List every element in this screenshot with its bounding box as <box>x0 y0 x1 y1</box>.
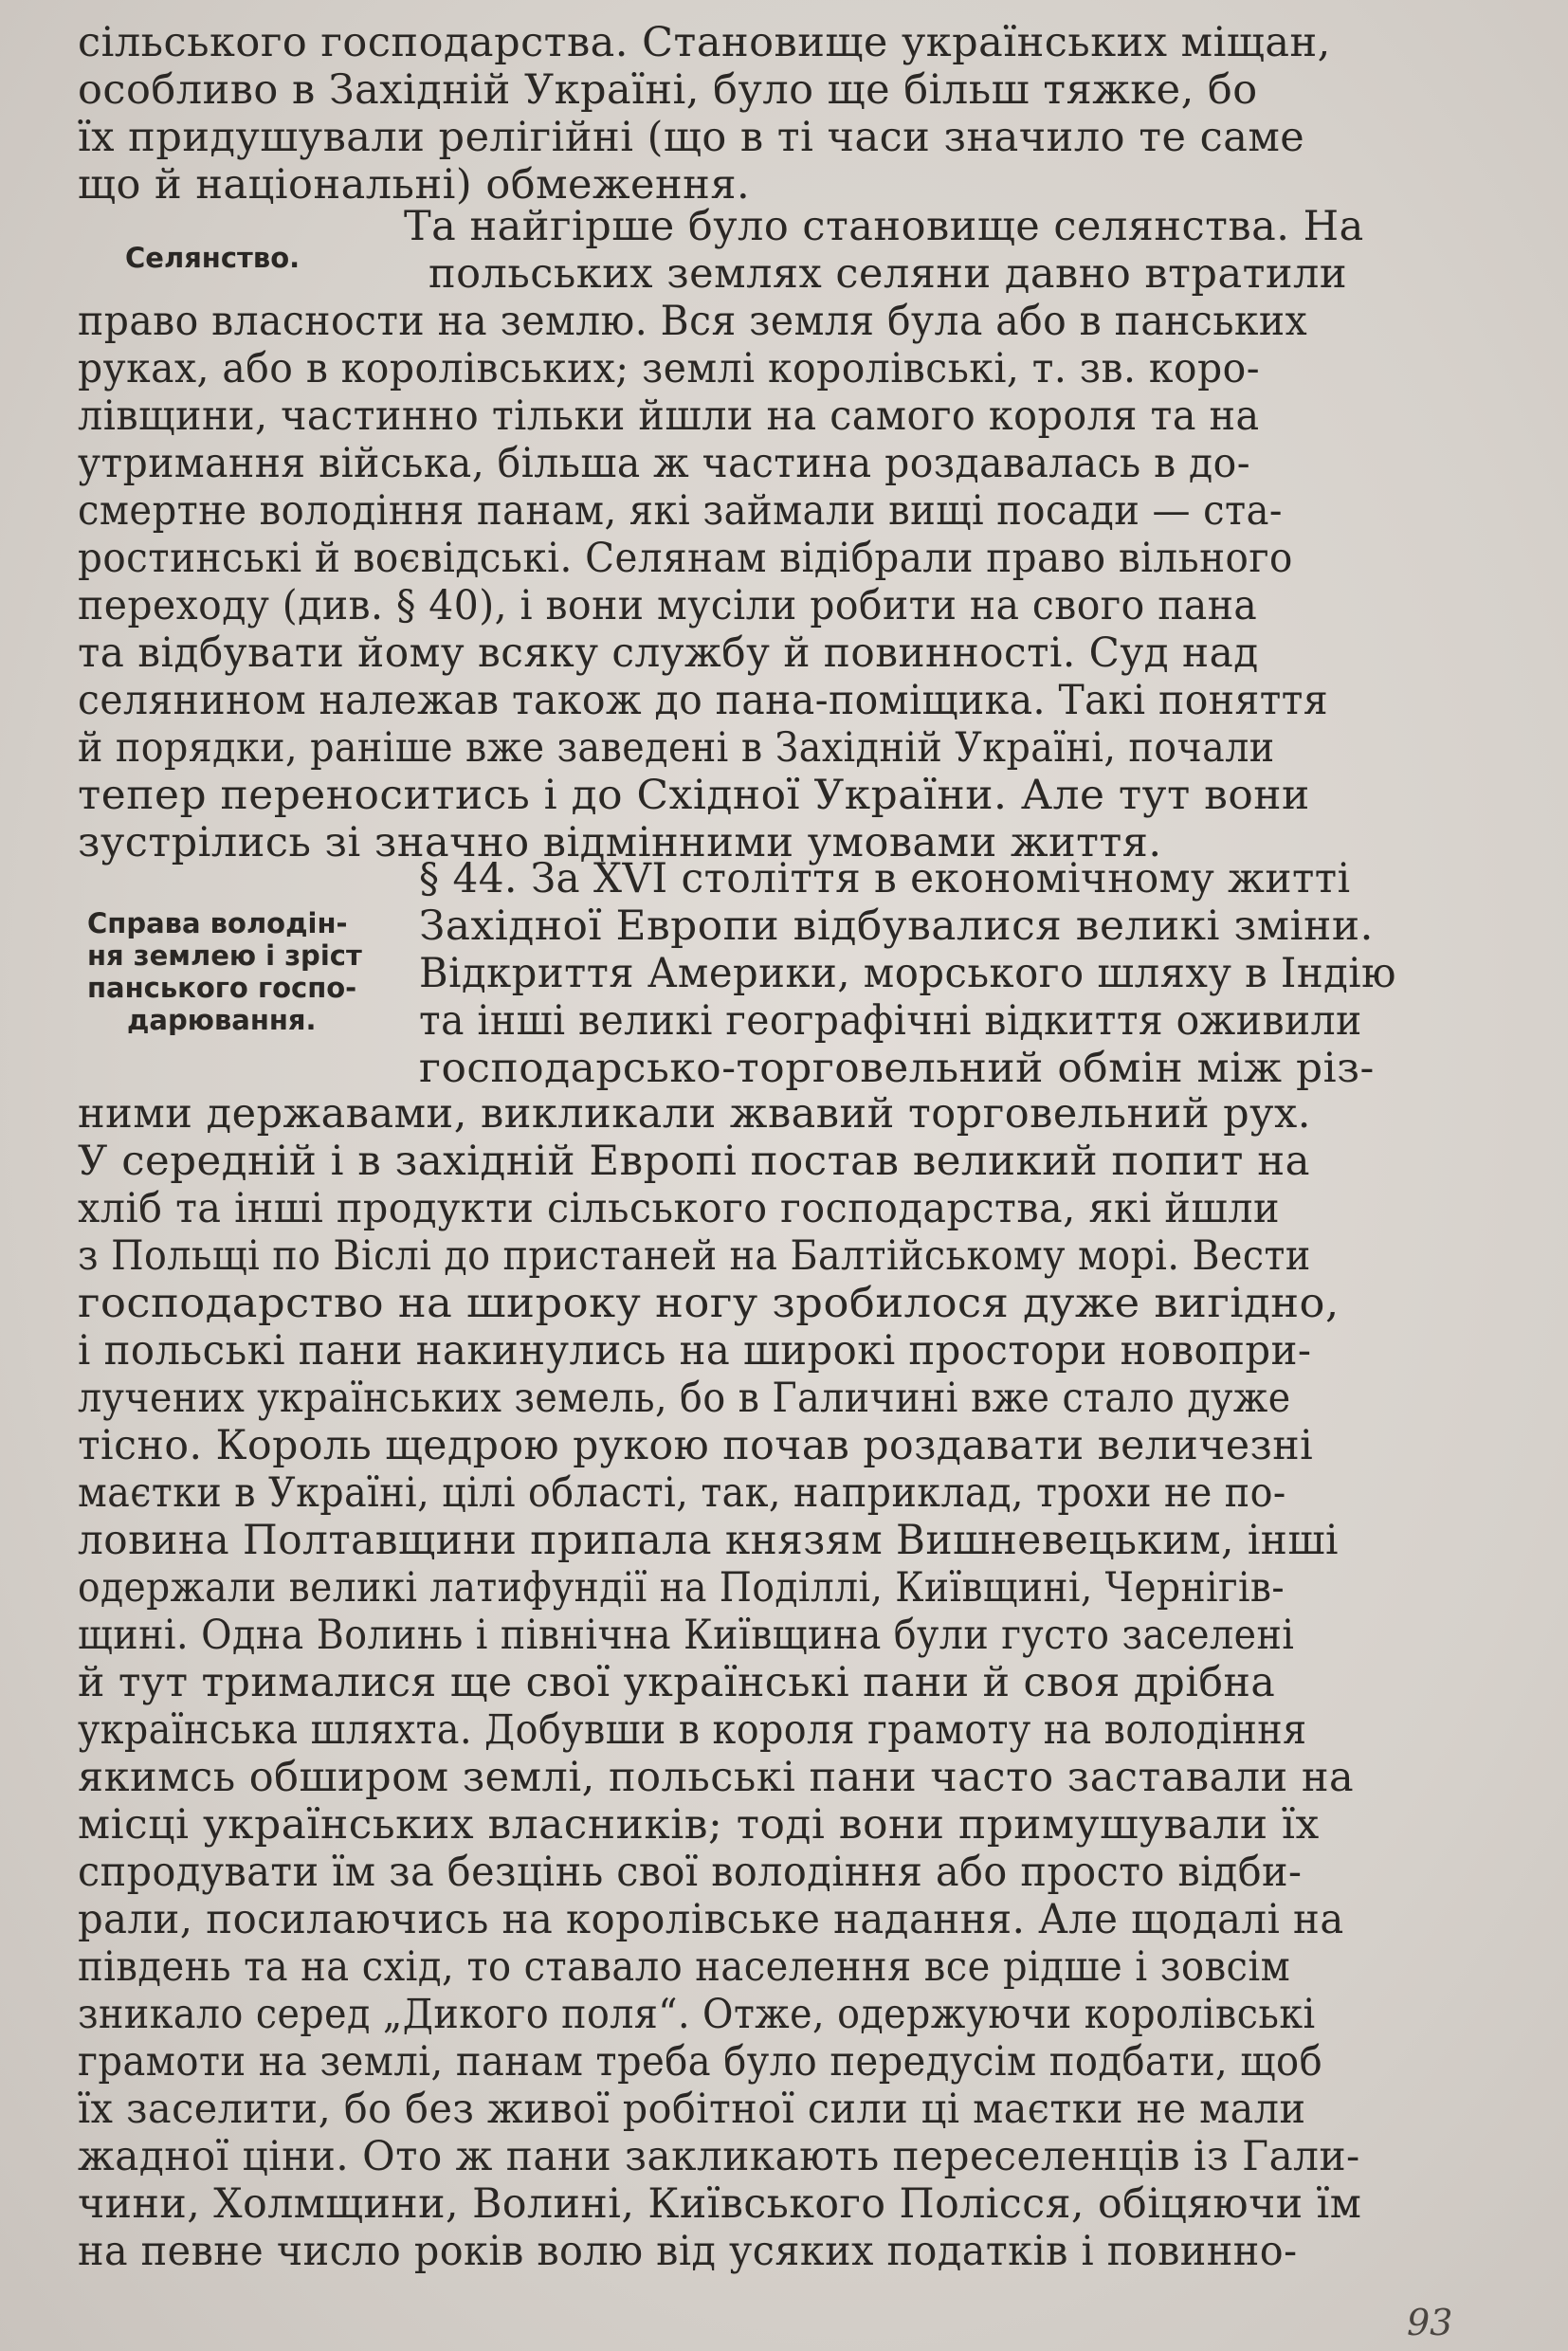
sidenote-land-ownership-3: панського госпо- <box>87 972 357 1004</box>
text-line: § 44. За XVI століття в економічному житті <box>419 855 1351 902</box>
text-line: господарство на широку ногу зробилося дуже вигідно, <box>78 1280 1340 1327</box>
sidenote-land-ownership-1: Справа володін- <box>87 907 348 939</box>
text-line: спродувати їм за безцінь свої володіння або просто відби- <box>78 1849 1303 1896</box>
text-line: особливо в Західній Україні, було ще більш тяжке, бо <box>78 66 1258 114</box>
page-number: 93 <box>1407 2302 1453 2343</box>
text-line: маєтки в Україні, цілі області, так, наприклад, трохи не по- <box>78 1469 1286 1517</box>
text-line: місці українських власників; тоді вони примушували їх <box>78 1801 1320 1849</box>
text-line: і польські пани накинулись на широкі простори новопри- <box>78 1327 1312 1375</box>
text-line: українська шляхта. Добувши в короля грамоту на володіння <box>78 1706 1307 1754</box>
text-line: переходу (див. § 40), і вони мусіли робити на свого пана <box>78 582 1258 629</box>
text-line: жадної ціни. Ото ж пани закликають переселенців із Гали- <box>78 2133 1360 2180</box>
text-line: що й національні) обмеження. <box>78 161 751 209</box>
sidenote-land-ownership-2: ня землею і зріст <box>87 939 362 972</box>
text-line: утримання війська, більша ж частина роздавалась в до- <box>78 440 1250 487</box>
text-line: руках, або в королівських; землі королівські, т. зв. коро- <box>78 345 1260 392</box>
text-line: Західної Европи відбувалися великі зміни. <box>419 902 1375 950</box>
text-line: право власности на землю. Вся земля була або в панських <box>78 298 1308 345</box>
text-line: тісно. Король щедрою рукою почав роздавати величезні <box>78 1422 1314 1469</box>
text-line: на певне число років волю від усяких податків і повинно- <box>78 2228 1298 2275</box>
text-line: якимсь обширом землі, польські пани часто заставали на <box>78 1754 1355 1801</box>
text-line: ними державами, викликали жвавий торговельний рух. <box>78 1090 1311 1138</box>
text-line: господарсько-торговельний обмін між різ- <box>419 1045 1375 1092</box>
sidenote-land-ownership-4: дарювання. <box>127 1004 317 1036</box>
text-line: грамоти на землі, панам треба було передусім подбати, щоб <box>78 2038 1323 2086</box>
text-line: смертне володіння панам, які займали вищі посади — ста- <box>78 487 1283 535</box>
text-line: лівщини, частинно тільки йшли на самого короля та на <box>78 392 1260 440</box>
text-line: одержали великі латифундії на Поділлі, Київщині, Чернігів- <box>78 1564 1285 1612</box>
text-line: їх придушували релігійні (що в ті часи значило те саме <box>78 114 1305 161</box>
text-line: Відкриття Америки, морського шляху в Індію <box>419 950 1396 997</box>
text-line: польських землях селяни давно втратили <box>428 250 1348 298</box>
text-line: їх заселити, бо без живої робітної сили ці маєтки не мали <box>78 2086 1306 2133</box>
text-line: ростинські й воєвідські. Селянам відібрали право вільного <box>78 535 1293 582</box>
text-line: з Польщі по Віслі до пристаней на Балтійському морі. Вести <box>78 1232 1311 1280</box>
text-line: лучених українських земель, бо в Галичині вже стало дуже <box>78 1375 1291 1422</box>
text-line: чини, Холмщини, Волині, Київського Полісся, обіцяючи їм <box>78 2180 1362 2228</box>
text-line: щині. Одна Волинь і північна Київщина були густо заселені <box>78 1612 1295 1659</box>
text-line: тепер переноситись і до Східної України. Але тут вони <box>78 772 1310 819</box>
text-line: та відбувати йому всяку службу й повинності. Суд над <box>78 629 1259 677</box>
text-line: сільського господарства. Становище українських міщан, <box>78 19 1331 66</box>
text-line: хліб та інші продукти сільського господарства, які йшли <box>78 1185 1280 1232</box>
text-line: зустрілись зі значно відмінними умовами життя. <box>78 819 1162 866</box>
text-line: й тут трималися ще свої українські пани й своя дрібна <box>78 1659 1276 1706</box>
text-line: селянином належав також до пана-поміщика. Такі поняття <box>78 677 1329 724</box>
text-line: ловина Полтавщини припала князям Вишневецьким, інші <box>78 1517 1339 1564</box>
text-line: Та найгірше було становище селянства. На <box>404 203 1364 250</box>
text-line: У середній і в західній Европі постав великий попит на <box>78 1138 1311 1185</box>
text-line: зникало серед „Дикого поля“. Отже, одержуючи королівські <box>78 1991 1316 2038</box>
text-line: південь та на схід, то ставало населення все рідше і зовсім <box>78 1943 1291 1991</box>
text-line: та інші великі географічні відкиття оживили <box>419 997 1362 1045</box>
sidenote-peasantry: Селянство. <box>125 242 301 274</box>
text-line: рали, посилаючись на королівське надання. Але щодалі на <box>78 1896 1344 1943</box>
text-line: й порядки, раніше вже заведені в Західній Україні, почали <box>78 724 1275 772</box>
